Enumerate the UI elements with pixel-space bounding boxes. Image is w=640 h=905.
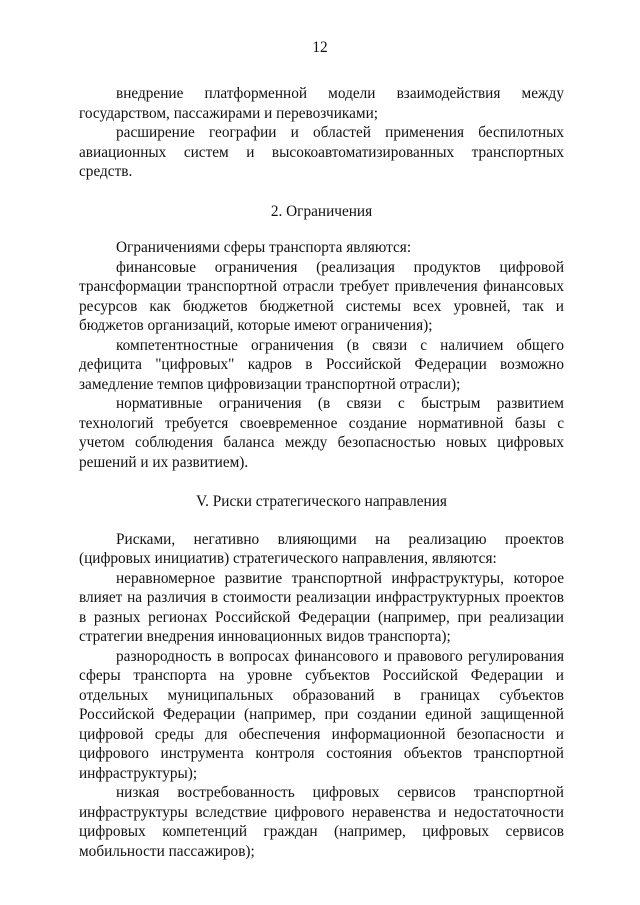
paragraph: низкая востребованность цифровых сервисов транспортной инфраструктуры вследствие цифрового неравенства и недостаточности цифровых компетенций граждан (например, цифровых сервисов мобильности пассажиров); — [79, 784, 564, 860]
document-body — [79, 84, 564, 861]
paragraph: Рисками, негативно влияющими на реализацию проектов (цифровых инициатив) стратегического направления, являются: — [79, 530, 564, 567]
paragraph: разнородность в вопросах финансового и правового регулирования сферы транспорта на уровне субъектов Российской Федерации и отдельных муниципальных образований в границах субъектов Российской Федерации (например, при создании единой защищенной цифровой среды для обеспечения информационной безопасности и цифрового инструмента контроля состояния объектов транспортной инфраструктуры); — [79, 647, 564, 782]
paragraph: компетентностные ограничения (в связи с наличием общего дефицита "цифровых" кадров в Российской Федерации возможно замедление темпов цифровизации транспортной отрасли); — [79, 336, 564, 393]
paragraph: неравномерное развитие транспортной инфраструктуры, которое влияет на различия в стоимости реализации инфраструктурных проектов в разных регионах Российской Федерации (например, при реализации стратегии внедрения инновационных видов транспорта); — [79, 569, 564, 645]
section-heading-risks: V. Риски стратегического направления — [196, 493, 447, 510]
paragraph: финансовые ограничения (реализация продуктов цифровой трансформации транспортной отрасли требует привлечения финансовых ресурсов как бюджетов бюджетной системы всех уровней, так и бюджетов организаций, которые имеют ограничения); — [79, 258, 564, 334]
paragraph: Ограничениями сферы транспорта являются: — [116, 239, 412, 256]
section-heading-limits: 2. Ограничения — [270, 202, 373, 220]
paragraph: внедрение платформенной модели взаимодействия между государством, пассажирами и перевозчиками; — [79, 85, 564, 122]
page-number: 12 — [312, 39, 328, 56]
paragraph: нормативные ограничения (в связи с быстрым развитием технологий требуется своевременное создание нормативной базы с учетом соблюдения баланса между безопасностью новых цифровых решений и их развитием). — [79, 395, 564, 471]
paragraph: расширение географии и областей применения беспилотных авиационных систем и высокоавтоматизированных транспортных средств. — [79, 124, 564, 180]
